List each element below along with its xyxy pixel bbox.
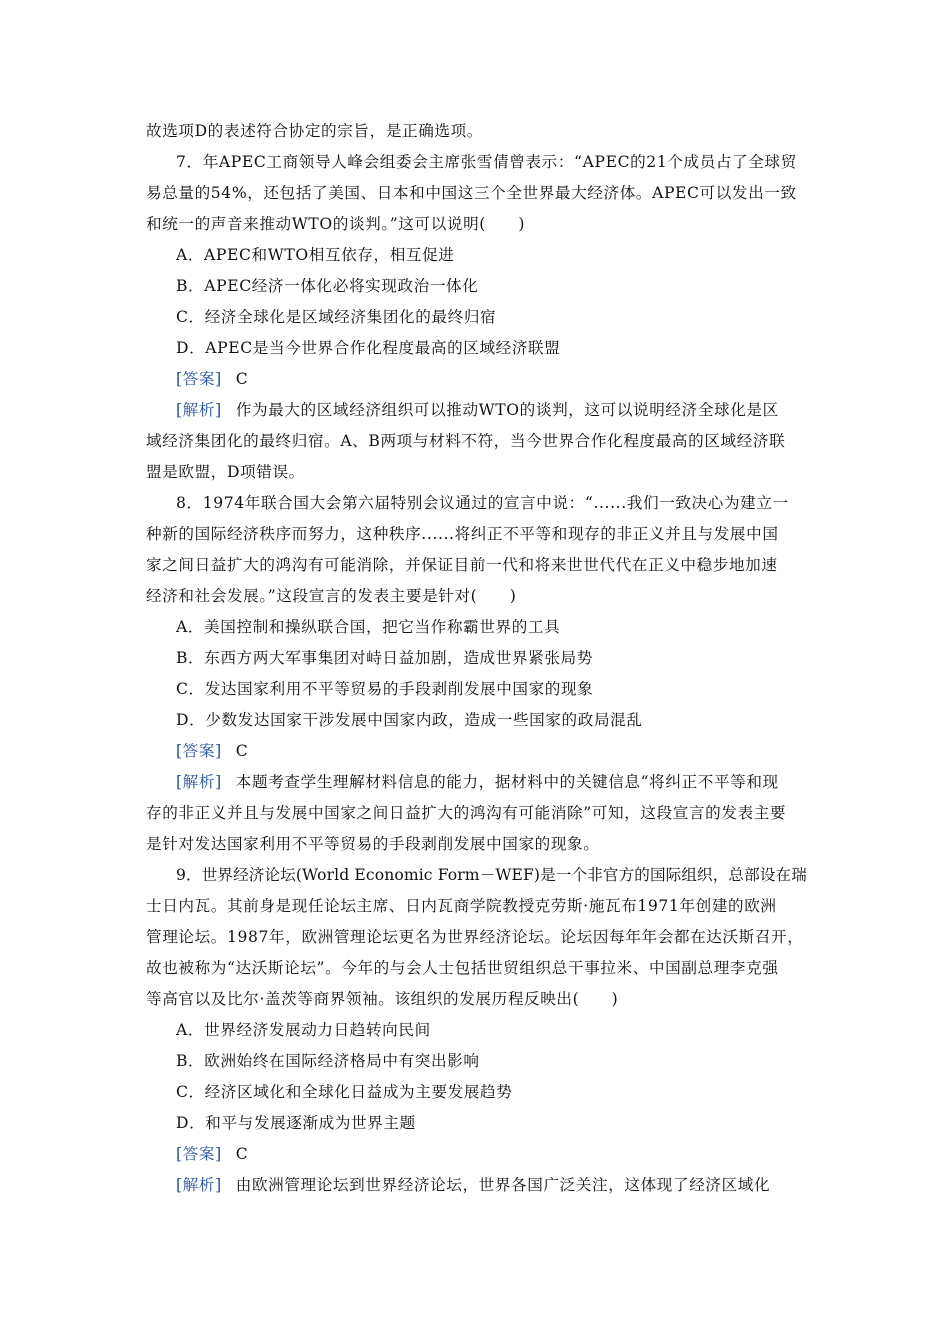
question-8-option-c: C．发达国家利用不平等贸易的手段剥削发展中国家的现象 (176, 680, 594, 698)
answer-value: C (235, 370, 249, 388)
question-9-analysis (176, 1170, 770, 1201)
analysis-tag: [解析] (176, 773, 222, 791)
answer-value: C (235, 742, 249, 760)
answer-tag: [答案] (176, 742, 222, 760)
analysis-text: 由欧洲管理论坛到世界经济论坛，世界各国广泛关注，这体现了经济区域化 (235, 1176, 771, 1194)
question-7-stem: 和统一的声音来推动WTO的谈判。”这可以说明( ) (146, 215, 526, 233)
question-8-stem: 8．1974年联合国大会第六届特别会议通过的宣言中说：“......我们一致决心为建立一 (176, 494, 789, 512)
question-8-analysis-cont: 是针对发达国家利用不平等贸易的手段剥削发展中国家的现象。 (146, 835, 600, 853)
question-7-answer (176, 364, 248, 395)
question-7-stem: 7．年APEC工商领导人峰会组委会主席张雪倩曾表示：“APEC的21个成员占了全球贸 (176, 153, 797, 171)
question-8-stem: 家之间日益扩大的鸿沟有可能消除，并保证目前一代和将来世世代代在正义中稳步地加速 (146, 556, 778, 574)
question-7-analysis (176, 395, 779, 426)
question-7-stem: 易总量的54%，还包括了美国、日本和中国这三个全世界最大经济体。APEC可以发出一致 (146, 184, 797, 202)
analysis-text: 作为最大的区域经济组织可以推动WTO的谈判，这可以说明经济全球化是区 (235, 401, 779, 419)
question-8-analysis-cont: 存的非正义并且与发展中国家之间日益扩大的鸿沟有可能消除”可知，这段宣言的发表主要 (146, 804, 787, 822)
question-9-option-b: B．欧洲始终在国际经济格局中有突出影响 (176, 1052, 480, 1070)
question-9-option-d: D．和平与发展逐渐成为世界主题 (176, 1114, 416, 1132)
question-9-option-a: A．世界经济发展动力日趋转向民间 (176, 1021, 431, 1039)
question-8-answer (176, 736, 248, 767)
question-8-option-a: A．美国控制和操纵联合国，把它当作称霸世界的工具 (176, 618, 561, 636)
question-7-option-a: A．APEC和WTO相互依存，相互促进 (176, 246, 455, 264)
question-8-option-d: D．少数发达国家干涉发展中国家内政，造成一些国家的政局混乱 (176, 711, 643, 729)
question-7-option-b: B．APEC经济一体化必将实现政治一体化 (176, 277, 479, 295)
question-9-stem: 管理论坛。1987年，欧洲管理论坛更名为世界经济论坛。论坛因每年年会都在达沃斯召开， (146, 928, 804, 946)
question-8-stem: 种新的国际经济秩序而努力，这种秩序......将纠正不平等和现存的非正义并且与发展中国 (146, 525, 779, 543)
answer-value: C (235, 1145, 249, 1163)
question-8-option-b: B．东西方两大军事集团对峙日益加剧，造成世界紧张局势 (176, 649, 593, 667)
question-9-option-c: C．经济区域化和全球化日益成为主要发展趋势 (176, 1083, 513, 1101)
analysis-tag: [解析] (176, 401, 222, 419)
analysis-tag: [解析] (176, 1176, 222, 1194)
answer-tag: [答案] (176, 1145, 222, 1163)
question-9-stem: 9．世界经济论坛(World Economic Form－WEF)是一个非官方的国际组织，总部设在瑞 (176, 866, 807, 884)
question-7-option-d: D．APEC是当今世界合作化程度最高的区域经济联盟 (176, 339, 561, 357)
question-7-analysis-cont: 域经济集团化的最终归宿。A、B两项与材料不符，当今世界合作化程度最高的区域经济联 (146, 432, 786, 450)
question-8-analysis (176, 767, 779, 798)
question-8-stem: 经济和社会发展。”这段宣言的发表主要是针对( ) (146, 587, 517, 605)
question-9-stem: 等高官以及比尔·盖茨等商界领袖。该组织的发展历程反映出( ) (146, 990, 619, 1008)
paragraph-line: 故选项D的表述符合协定的宗旨，是正确选项。 (146, 122, 483, 140)
answer-tag: [答案] (176, 370, 222, 388)
question-9-answer (176, 1139, 248, 1170)
question-7-option-c: C．经济全球化是区域经济集团化的最终归宿 (176, 308, 497, 326)
question-9-stem: 故也被称为“达沃斯论坛”。今年的与会人士包括世贸组织总干事拉米、中国副总理李克强 (146, 959, 779, 977)
question-7-analysis-cont: 盟是欧盟，D项错误。 (146, 463, 305, 481)
question-9-stem: 士日内瓦。其前身是现任论坛主席、日内瓦商学院教授克劳斯·施瓦布1971年创建的欧洲 (146, 897, 777, 915)
analysis-text: 本题考查学生理解材料信息的能力，据材料中的关键信息“将纠正不平等和现 (235, 773, 779, 791)
